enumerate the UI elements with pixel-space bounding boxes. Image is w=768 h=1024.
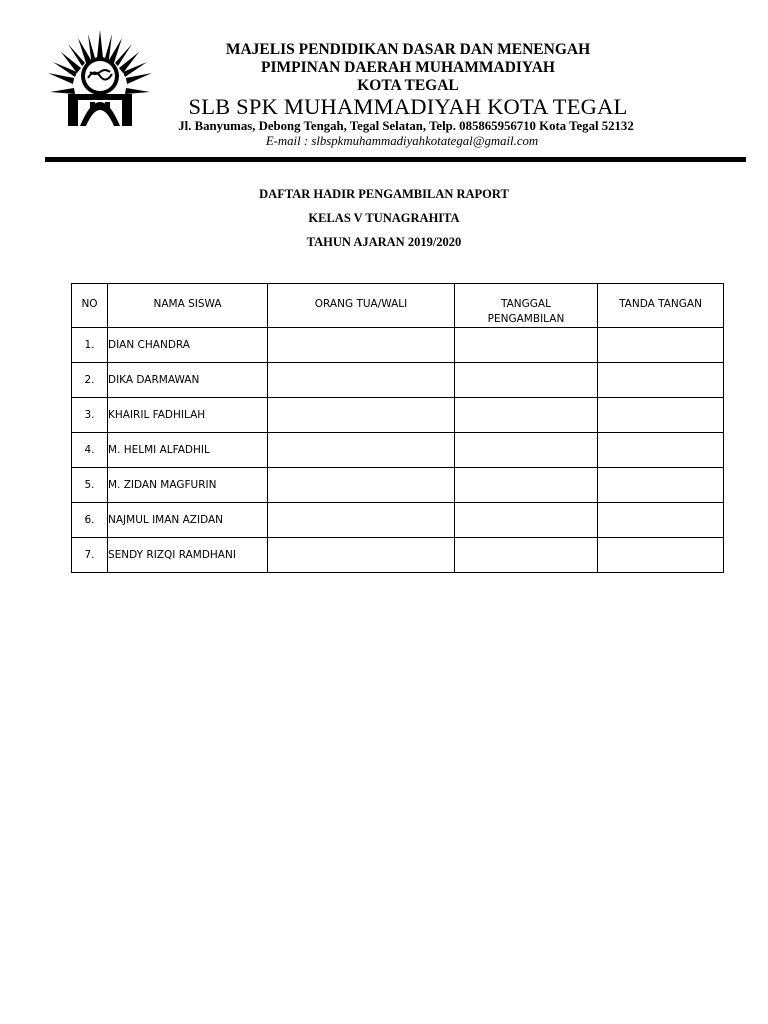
school-address: Jl. Banyumas, Debong Tengah, Tegal Selatan, Telp. 085865956710 Kota Tegal 52132 — [178, 119, 634, 133]
parent-cell — [268, 328, 455, 363]
parent-cell — [268, 503, 455, 538]
signature-cell — [598, 363, 724, 398]
header-line-1: MAJELIS PENDIDIKAN DASAR DAN MENENGAH — [225, 41, 591, 58]
signature-cell — [598, 538, 724, 573]
date-cell — [455, 468, 598, 503]
header-line-3: KOTA TEGAL — [357, 77, 459, 94]
header-student-name: NAMA SISWA — [108, 284, 268, 328]
table-row — [72, 468, 724, 503]
student-name: M. ZIDAN MAGFURIN — [108, 468, 268, 503]
header-signature: TANDA TANGAN — [598, 284, 724, 328]
table-row — [72, 433, 724, 468]
row-number: 1. — [72, 328, 108, 363]
school-email: E-mail : slbspkmuhammadiyahkotategal@gmail.com — [265, 134, 539, 148]
school-name: SLB SPK MUHAMMADIYAH KOTA TEGAL — [188, 94, 628, 119]
row-number: 6. — [72, 503, 108, 538]
document-year: TAHUN AJARAN 2019/2020 — [306, 235, 462, 249]
student-name: KHAIRIL FADHILAH — [108, 398, 268, 433]
header-divider — [45, 157, 746, 162]
header-no: NO — [72, 284, 108, 328]
date-cell — [455, 398, 598, 433]
parent-cell — [268, 468, 455, 503]
row-number: 2. — [72, 363, 108, 398]
attendance-table — [71, 283, 724, 573]
parent-cell — [268, 538, 455, 573]
table-row — [72, 328, 724, 363]
row-number: 5. — [72, 468, 108, 503]
row-number: 4. — [72, 433, 108, 468]
date-cell — [455, 503, 598, 538]
signature-cell — [598, 503, 724, 538]
date-cell — [455, 328, 598, 363]
student-name: DIAN CHANDRA — [108, 328, 268, 363]
parent-cell — [268, 433, 455, 468]
table-row — [72, 538, 724, 573]
table-row — [72, 398, 724, 433]
row-number: 3. — [72, 398, 108, 433]
date-cell — [455, 433, 598, 468]
document-class: KELAS V TUNAGRAHITA — [308, 211, 460, 225]
signature-cell — [598, 398, 724, 433]
header-date: TANGGAL PENGAMBILAN — [455, 284, 598, 328]
header-line-2: PIMPINAN DAERAH MUHAMMADIYAH — [261, 59, 555, 76]
student-name: SENDY RIZQI RAMDHANI — [108, 538, 268, 573]
date-cell — [455, 363, 598, 398]
parent-cell — [268, 363, 455, 398]
document-title: DAFTAR HADIR PENGAMBILAN RAPORT — [259, 187, 509, 201]
signature-cell — [598, 328, 724, 363]
date-cell — [455, 538, 598, 573]
student-name: M. HELMI ALFADHIL — [108, 433, 268, 468]
student-name: DIKA DARMAWAN — [108, 363, 268, 398]
signature-cell — [598, 468, 724, 503]
parent-cell — [268, 398, 455, 433]
signature-cell — [598, 433, 724, 468]
table-row — [72, 363, 724, 398]
row-number: 7. — [72, 538, 108, 573]
student-name: NAJMUL IMAN AZIDAN — [108, 503, 268, 538]
table-row — [72, 503, 724, 538]
header-parent: ORANG TUA/WALI — [268, 284, 455, 328]
table-header-row — [72, 284, 724, 328]
